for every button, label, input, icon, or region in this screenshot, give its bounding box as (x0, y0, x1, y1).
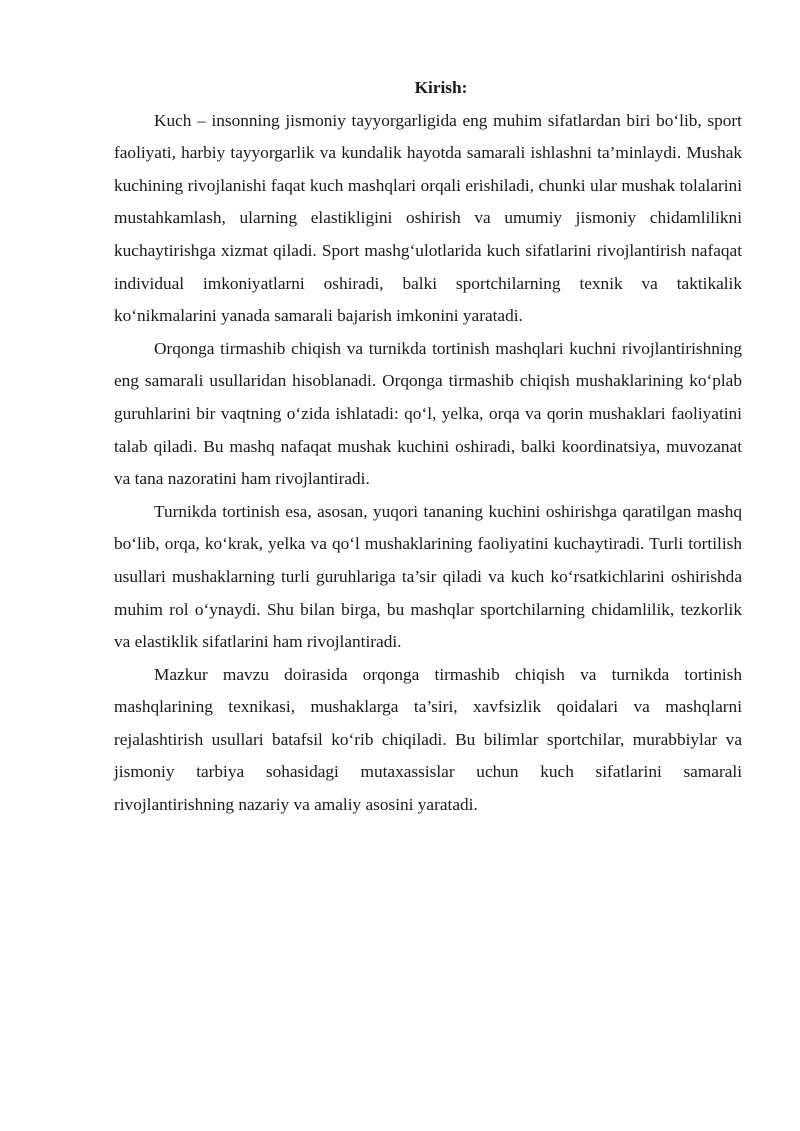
paragraph-intro: Kuch – insonning jismoniy tayyorgarligida eng muhim sifatlardan biri bo‘lib, sport faoliyati, harbiy tayyorgarlik va kundalik hayotda samarali ishlashni ta’minlaydi. Mushak kuchining rivojlanishi faqat kuch mashqlari orqali erishiladi, chunki ular mushak tolalarini mustahkamlash, ularning elastikligini oshirish va umumiy jismoniy chidamlilikni kuchaytirishga xizmat qiladi. Sport mashg‘ulotlarida kuch sifatlarini rivojlantirish nafaqat individual imkoniyatlarni oshiradi, balki sportchilarning texnik va taktikalik ko‘nikmalarini yanada samarali bajarish imkonini yaratadi. (114, 110, 742, 326)
section-title: Kirish: (414, 78, 468, 97)
document-body (114, 72, 742, 822)
paragraph-rope-climb: Orqonga tirmashib chiqish va turnikda tortinish mashqlari kuchni rivojlantirishning eng samarali usullaridan hisoblanadi. Orqonga tirmashib chiqish mushaklarining ko‘plab guruhlarini bir vaqtning o‘zida ishlatadi: qo‘l, yelka, orqa va qorin mushaklari faoliyatini talab qiladi. Bu mashq nafaqat mushak kuchini oshiradi, balki koordinatsiya, muvozanat va tana nazoratini ham rivojlantiradi. (114, 338, 742, 489)
paragraph-pull-up: Turnikda tortinish esa, asosan, yuqori tananing kuchini oshirishga qaratilgan mashq bo‘lib, orqa, ko‘krak, yelka va qo‘l mushaklarining faoliyatini kuchaytiradi. Turli tortilish usullari mushaklarning turli guruhlariga ta’sir qiladi va kuch ko‘rsatkichlarini oshirishda muhim rol o‘ynaydi. Shu bilan birga, bu mashqlar sportchilarning chidamlilik, tezkorlik va elastiklik sifatlarini ham rivojlantiradi. (114, 501, 742, 652)
paragraph-scope: Mazkur mavzu doirasida orqonga tirmashib chiqish va turnikda tortinish mashqlarining texnikasi, mushaklarga ta’siri, xavfsizlik qoidalari va mashqlarni rejalashtirish usullari batafsil ko‘rib chiqiladi. Bu bilimlar sportchilar, murabbiylar va jismoniy tarbiya sohasidagi mutaxassislar uchun kuch sifatlarini samarali rivojlantirishning nazariy va amaliy asosini yaratadi. (114, 664, 742, 815)
